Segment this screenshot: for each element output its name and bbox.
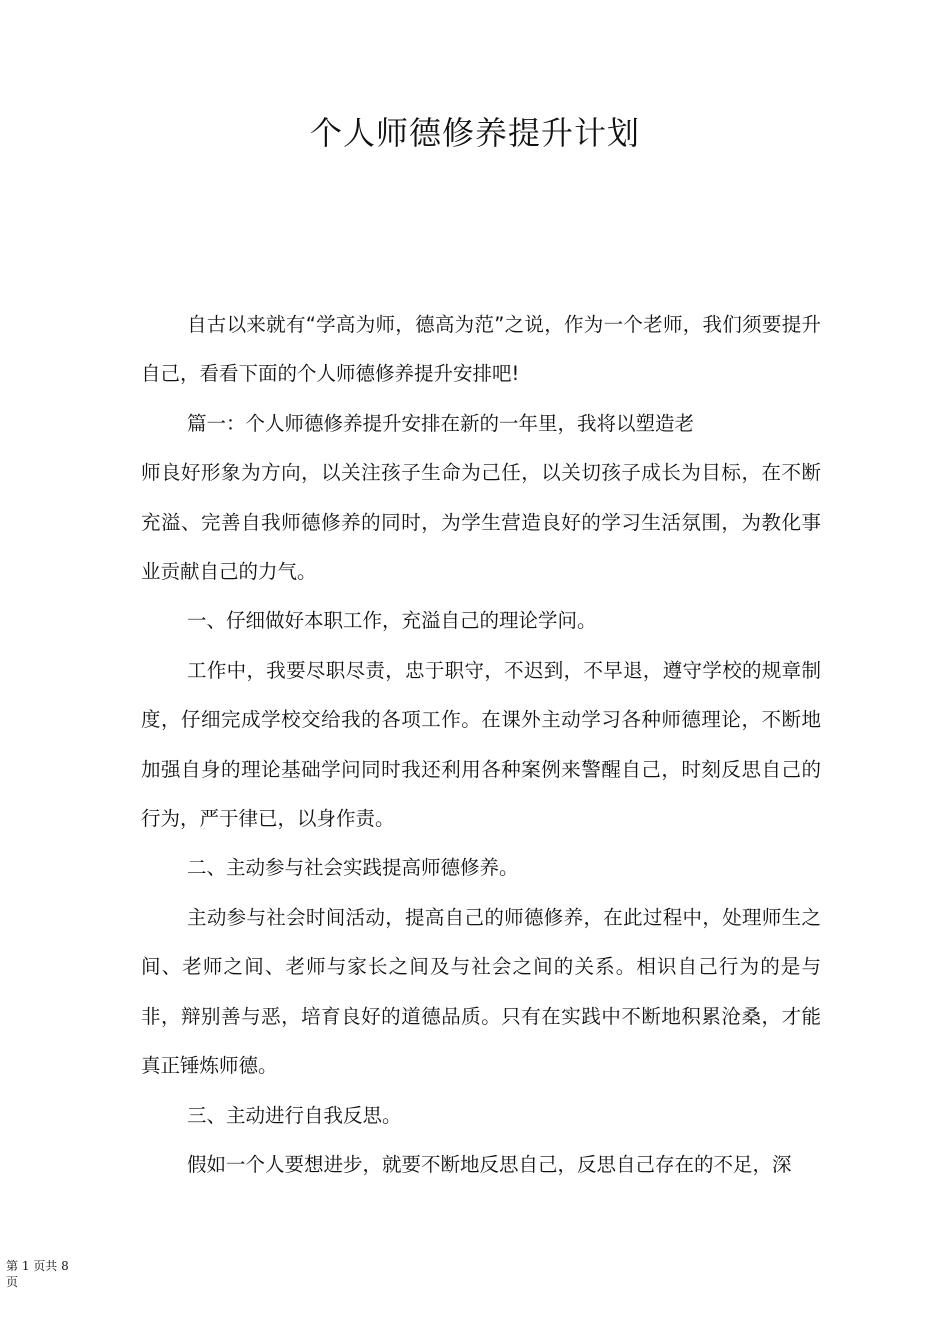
page-indicator: 第 1 页共 8 页 xyxy=(6,1259,69,1289)
paragraph-point-one-heading: 一、仔细做好本职工作，充溢自己的理论学问。 xyxy=(187,609,597,633)
paragraph-point-two-heading: 二、主动参与社会实践提高师德修养。 xyxy=(187,856,519,880)
paragraph-goal: 师良好形象为方向，以关注孩子生命为己任，以关切孩子成长为目标，在不断充溢、完善自我师德修养的同时，为学生营造良好的学习生活氛围，为教化事业贡献自己的力气。 xyxy=(141,461,821,584)
paragraph-point-three-body: 假如一个人要想进步，就要不断地反思自己，反思自己存在的不足，深 xyxy=(187,1152,792,1176)
paragraph-intro: 自古以来就有“学高为师，德高为范”之说，作为一个老师，我们须要提升自己，看看下面的个人师德修养提升安排吧! xyxy=(141,313,821,386)
document-title: 个人师德修养提升计划 xyxy=(309,114,640,152)
paragraph-section-heading: 篇一：个人师德修养提升安排在新的一年里，我将以塑造老 xyxy=(187,411,695,435)
paragraph-point-one-body: 工作中，我要尽职尽责，忠于职守，不迟到，不早退，遵守学校的规章制度，仔细完成学校交给我的各项工作。在课外主动学习各种师德理论，不断地加强自身的理论基础学问同时我还利用各种案例来警醒自己，时刻反思自己的行为，严于律已，以身作责。 xyxy=(141,658,821,831)
paragraph-point-three-heading: 三、主动进行自我反思。 xyxy=(187,1103,402,1127)
document-body xyxy=(141,300,821,1189)
paragraph-point-two-body: 主动参与社会时间活动，提高自己的师德修养，在此过程中，处理师生之间、老师之间、老师与家长之间及与社会之间的关系。相识自己行为的是与非，辩别善与恶，培育良好的道德品质。只有在实践中不断地积累沧桑，才能真正锤炼师德。 xyxy=(141,905,821,1078)
